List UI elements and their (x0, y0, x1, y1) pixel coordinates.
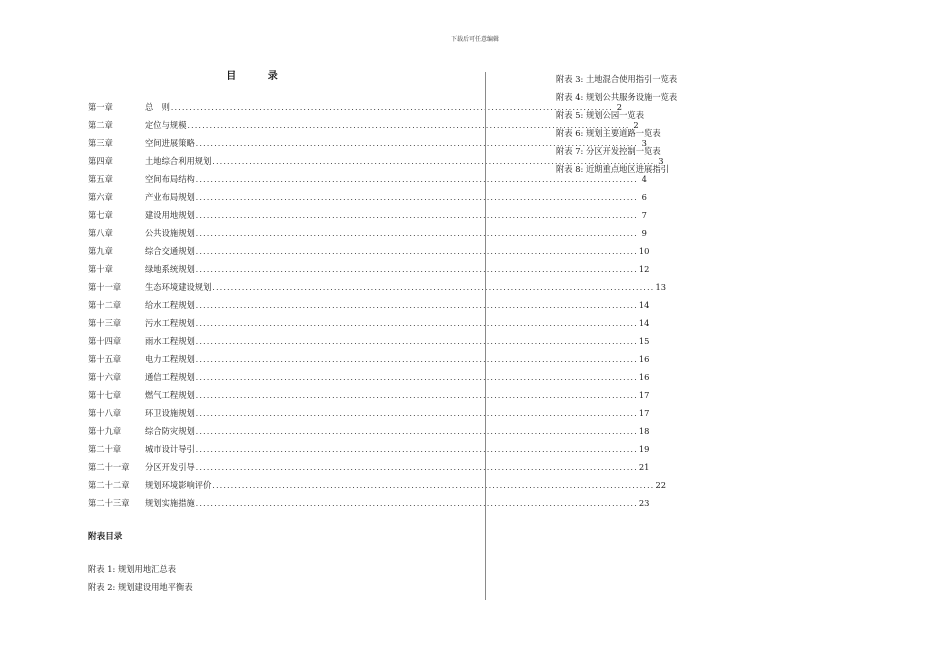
toc-chapter-number: 第七章 (88, 210, 113, 220)
toc-leader-dots: ........................................................................................................................ (212, 157, 655, 166)
toc-entry[interactable] (88, 278, 667, 296)
toc-chapter-title: 总 则 (145, 102, 170, 112)
toc-chapter-number: 第八章 (88, 228, 113, 238)
toc-title: 目 录 (226, 71, 292, 82)
toc-leader-dots: ........................................................................................................................ (195, 139, 638, 148)
toc-entry[interactable] (88, 242, 650, 260)
toc-page-number: 10 (638, 246, 650, 256)
toc-entry[interactable] (88, 98, 622, 116)
toc-chapter-number: 第十九章 (88, 426, 122, 436)
toc-leader-dots: ........................................................................................................................ (195, 319, 638, 328)
header-note: 下载后可任意编辑 (450, 36, 499, 43)
toc-leader-dots: ........................................................................................................................ (195, 463, 638, 472)
toc-leader-dots: ........................................................................................................................ (195, 373, 638, 382)
toc-page-number: 12 (638, 264, 650, 274)
toc-entry[interactable] (88, 440, 650, 458)
toc-entry[interactable] (88, 332, 650, 350)
toc-page-number: 4 (641, 174, 647, 184)
toc-chapter-number: 第二十一章 (88, 462, 130, 472)
toc-chapter-number: 第一章 (88, 102, 113, 112)
toc-leader-dots: ........................................................................................................................ (195, 355, 638, 364)
appendix-item: 附表 8: 近期重点地区进展指引 (556, 164, 669, 174)
toc-page-number: 9 (641, 228, 647, 238)
toc-chapter-title: 产业布局规划 (145, 192, 195, 202)
toc-entry[interactable] (88, 350, 650, 368)
toc-chapter-number: 第二章 (88, 120, 113, 130)
toc-page-number: 6 (641, 192, 647, 202)
toc-entry[interactable] (88, 422, 650, 440)
toc-entry[interactable] (88, 170, 647, 188)
appendix-item: 附表 5: 规划公园一览表 (556, 110, 645, 120)
toc-chapter-title: 建设用地规划 (145, 210, 195, 220)
toc-entry[interactable] (88, 260, 650, 278)
toc-page-number: 3 (641, 138, 647, 148)
toc-leader-dots: ........................................................................................................................ (195, 229, 638, 238)
appendix-item: 附表 2: 规划建设用地平衡表 (88, 582, 193, 592)
toc-page-number: 13 (655, 282, 667, 292)
toc-leader-dots: ........................................................................................................................ (195, 175, 638, 184)
toc-chapter-title: 给水工程规划 (145, 300, 195, 310)
toc-chapter-title: 综合交通规划 (145, 246, 195, 256)
appendix-list-right (556, 70, 896, 178)
toc-chapter-number: 第十八章 (88, 408, 122, 418)
toc-leader-dots: ........................................................................................................................ (187, 121, 630, 130)
column-divider (485, 72, 486, 600)
toc-chapter-title: 城市设计导引 (145, 444, 195, 454)
toc-chapter-number: 第二十章 (88, 444, 122, 454)
toc-entry[interactable] (88, 476, 667, 494)
toc-chapter-title: 规划实施措施 (145, 498, 195, 508)
toc-chapter-title: 空间布局结构 (145, 174, 195, 184)
toc-page-number: 16 (638, 354, 650, 364)
toc-chapter-number: 第十三章 (88, 318, 122, 328)
toc-leader-dots: ........................................................................................................................ (195, 445, 638, 454)
toc-leader-dots: ........................................................................................................................ (195, 409, 638, 418)
appendix-item: 附表 1: 规划用地汇总表 (88, 564, 177, 574)
toc-chapter-title: 雨水工程规划 (145, 336, 195, 346)
toc-chapter-number: 第六章 (88, 192, 113, 202)
toc-chapter-title: 生态环境建设规划 (145, 282, 212, 292)
appendix-title: 附表目录 (88, 532, 123, 542)
appendix-item: 附表 3: 土地混合使用指引一览表 (556, 74, 678, 84)
toc-page-number: 17 (638, 408, 650, 418)
toc-chapter-number: 第二十三章 (88, 498, 130, 508)
toc-chapter-number: 第九章 (88, 246, 113, 256)
toc-entry[interactable] (88, 206, 647, 224)
appendix-list-left (88, 560, 414, 596)
toc-leader-dots: ........................................................................................................................ (195, 337, 638, 346)
toc-chapter-title: 公共设施规划 (145, 228, 195, 238)
toc-leader-dots: ........................................................................................................................ (195, 391, 638, 400)
toc-leader-dots: ........................................................................................................................ (195, 247, 638, 256)
toc-chapter-number: 第十七章 (88, 390, 122, 400)
toc-page-number: 14 (638, 300, 650, 310)
toc-entry[interactable] (88, 458, 650, 476)
toc-chapter-number: 第十五章 (88, 354, 122, 364)
toc-chapter-title: 电力工程规划 (145, 354, 195, 364)
toc-entry[interactable] (88, 224, 647, 242)
toc-entry[interactable] (88, 296, 650, 314)
toc-page-number: 15 (638, 336, 650, 346)
toc-chapter-title: 燃气工程规划 (145, 390, 195, 400)
toc-leader-dots: ........................................................................................................................ (195, 499, 638, 508)
toc-chapter-number: 第三章 (88, 138, 113, 148)
toc-chapter-number: 第二十二章 (88, 480, 130, 490)
appendix-item: 附表 7: 分区开发控制一览表 (556, 146, 661, 156)
toc-page-number: 22 (655, 480, 667, 490)
toc-page-number: 21 (638, 462, 650, 472)
toc-leader-dots: ........................................................................................................................ (195, 265, 638, 274)
toc-page-number: 18 (638, 426, 650, 436)
toc-leader-dots: ........................................................................................................................ (170, 103, 613, 112)
toc-page-number: 14 (638, 318, 650, 328)
toc-chapter-title: 通信工程规划 (145, 372, 195, 382)
toc-page-number: 19 (638, 444, 650, 454)
toc-leader-dots: ........................................................................................................................ (212, 283, 655, 292)
toc-page-number: 3 (658, 156, 664, 166)
toc-entry[interactable] (88, 116, 639, 134)
toc-entry[interactable] (88, 386, 650, 404)
toc-chapter-number: 第十二章 (88, 300, 122, 310)
toc-entry[interactable] (88, 188, 647, 206)
toc-chapter-number: 第十六章 (88, 372, 122, 382)
toc-chapter-title: 分区开发引导 (145, 462, 195, 472)
toc-page-number: 2 (616, 102, 622, 112)
toc-chapter-title: 环卫设施规划 (145, 408, 195, 418)
toc-chapter-title: 污水工程规划 (145, 318, 195, 328)
toc-chapter-title: 定位与规模 (145, 120, 187, 130)
toc-page-number: 2 (633, 120, 639, 130)
toc-leader-dots: ........................................................................................................................ (195, 301, 638, 310)
toc-chapter-number: 第十章 (88, 264, 113, 274)
toc-entry[interactable] (88, 494, 650, 512)
toc-entry[interactable] (88, 368, 650, 386)
toc-page-number: 7 (641, 210, 647, 220)
toc-chapter-number: 第四章 (88, 156, 113, 166)
toc-leader-dots: ........................................................................................................................ (195, 211, 638, 220)
toc-page-number: 23 (638, 498, 650, 508)
toc-page-number: 17 (638, 390, 650, 400)
toc-chapter-title: 空间进展策略 (145, 138, 195, 148)
toc-chapter-title: 绿地系统规划 (145, 264, 195, 274)
toc-leader-dots: ........................................................................................................................ (212, 481, 655, 490)
appendix-item: 附表 6: 规划主要道路一览表 (556, 128, 661, 138)
toc-page-number: 16 (638, 372, 650, 382)
toc-chapter-number: 第五章 (88, 174, 113, 184)
toc-leader-dots: ........................................................................................................................ (195, 427, 638, 436)
toc-entry[interactable] (88, 404, 650, 422)
appendix-item: 附表 4: 规划公共服务设施一览表 (556, 92, 678, 102)
toc-chapter-title: 规划环境影响评价 (145, 480, 212, 490)
toc-chapter-title: 综合防灾规划 (145, 426, 195, 436)
toc-chapter-number: 第十一章 (88, 282, 122, 292)
toc-chapter-number: 第十四章 (88, 336, 122, 346)
toc-entry[interactable] (88, 314, 650, 332)
toc-leader-dots: ........................................................................................................................ (195, 193, 638, 202)
toc-chapter-title: 土地综合利用规划 (145, 156, 212, 166)
